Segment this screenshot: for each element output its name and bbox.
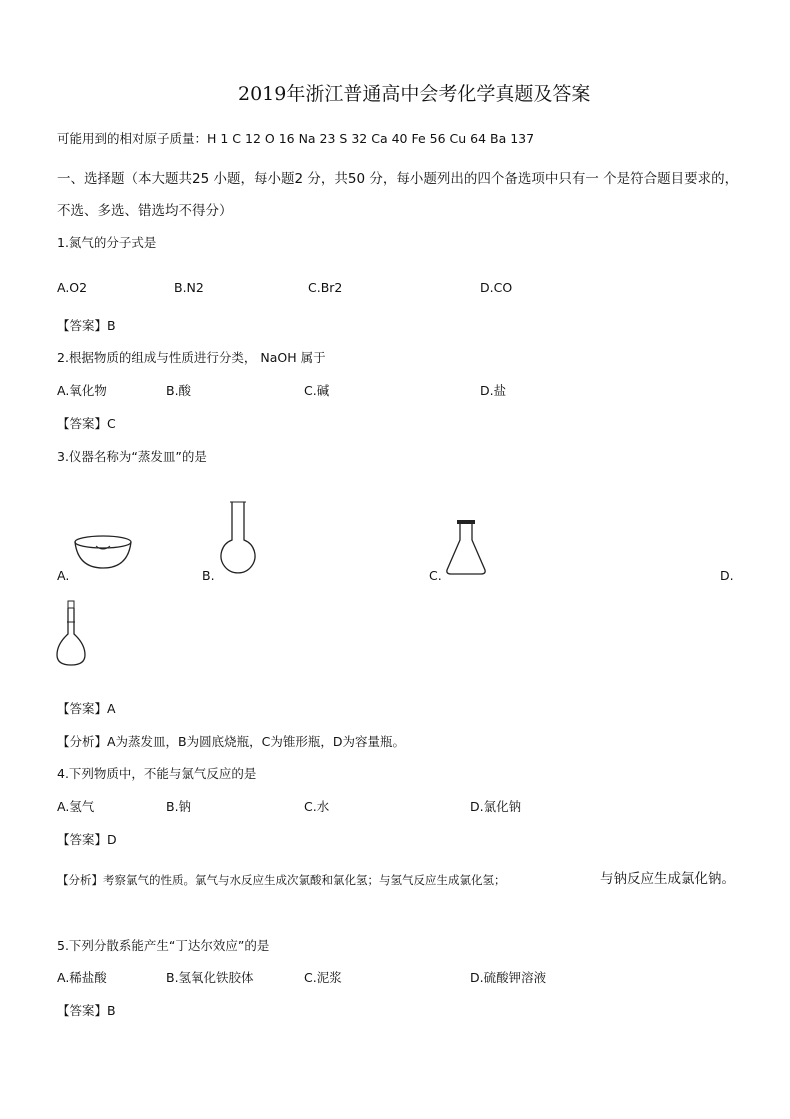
atomic-masses: 可能用到的相对原子质量：H 1 C 12 O 16 Na 23 S 32 Ca 40 Fe 56 Cu 64 Ba 137	[57, 131, 535, 146]
q1-option-b: B.N2	[174, 280, 204, 295]
q5-stem: 5.下列分散系能产生“丁达尔效应”的是	[57, 938, 270, 953]
q1-answer: 【答案】B	[57, 318, 116, 333]
q4-answer: 【答案】D	[57, 832, 117, 847]
q1-option-c: C.Br2	[308, 280, 343, 295]
q4-option-b: B.钠	[166, 799, 192, 814]
q4-analysis-tail: 与钠反应生成氯化钠。	[600, 871, 735, 887]
q5-option-b: B.氢氧化铁胶体	[166, 970, 254, 985]
q2-option-a: A.氧化物	[57, 383, 107, 398]
q4-option-c: C.水	[304, 799, 330, 814]
q5-answer: 【答案】B	[57, 1003, 116, 1018]
q3-option-a: A.	[57, 568, 70, 583]
volumetric-flask-icon	[54, 600, 90, 668]
q2-stem: 2.根据物质的组成与性质进行分类， NaOH 属于	[57, 350, 326, 365]
q2-option-c: C.碱	[304, 383, 330, 398]
q5-option-c: C.泥浆	[304, 970, 342, 985]
q2-option-d: D.盐	[480, 383, 507, 398]
q1-option-d: D.CO	[480, 280, 513, 295]
q3-option-d: D.	[720, 568, 734, 583]
q4-option-d: D.氯化钠	[470, 799, 522, 814]
q4-stem: 4.下列物质中，不能与氯气反应的是	[57, 766, 257, 781]
q2-answer: 【答案】C	[57, 416, 116, 431]
q5-option-a: A.稀盐酸	[57, 970, 107, 985]
q3-option-c: C.	[429, 568, 442, 583]
q3-stem: 3.仪器名称为“蒸发皿”的是	[57, 449, 207, 464]
conical-flask-icon	[444, 518, 488, 576]
q2-option-b: B.酸	[166, 383, 192, 398]
q3-option-b: B.	[202, 568, 215, 583]
q5-option-d: D.硫酸钾溶液	[470, 970, 547, 985]
q4-option-a: A.氢气	[57, 799, 95, 814]
q1-option-a: A.O2	[57, 280, 88, 295]
q1-stem: 1.氮气的分子式是	[57, 235, 157, 250]
page-title: 2019年浙江普通高中会考化学真题及答案	[238, 83, 591, 105]
q3-analysis: 【分析】A为蒸发皿，B为圆底烧瓶，C为锥形瓶，D为容量瓶。	[57, 734, 405, 749]
section-heading: 一、选择题（本大题共25 小题，每小题2 分，共50 分，每小题列出的四个备选项中只有一 个是符合题目要求的，	[57, 171, 739, 187]
section-heading-cont: 不选、多选、错选均不得分）	[57, 203, 233, 219]
q4-analysis: 【分析】考察氯气的性质。氯气与水反应生成次氯酸和氯化氢；与氢气反应生成氯化氢；	[57, 873, 506, 887]
q3-answer: 【答案】A	[57, 701, 116, 716]
evaporating-dish-icon	[72, 532, 134, 572]
round-bottom-flask-icon	[218, 500, 258, 576]
